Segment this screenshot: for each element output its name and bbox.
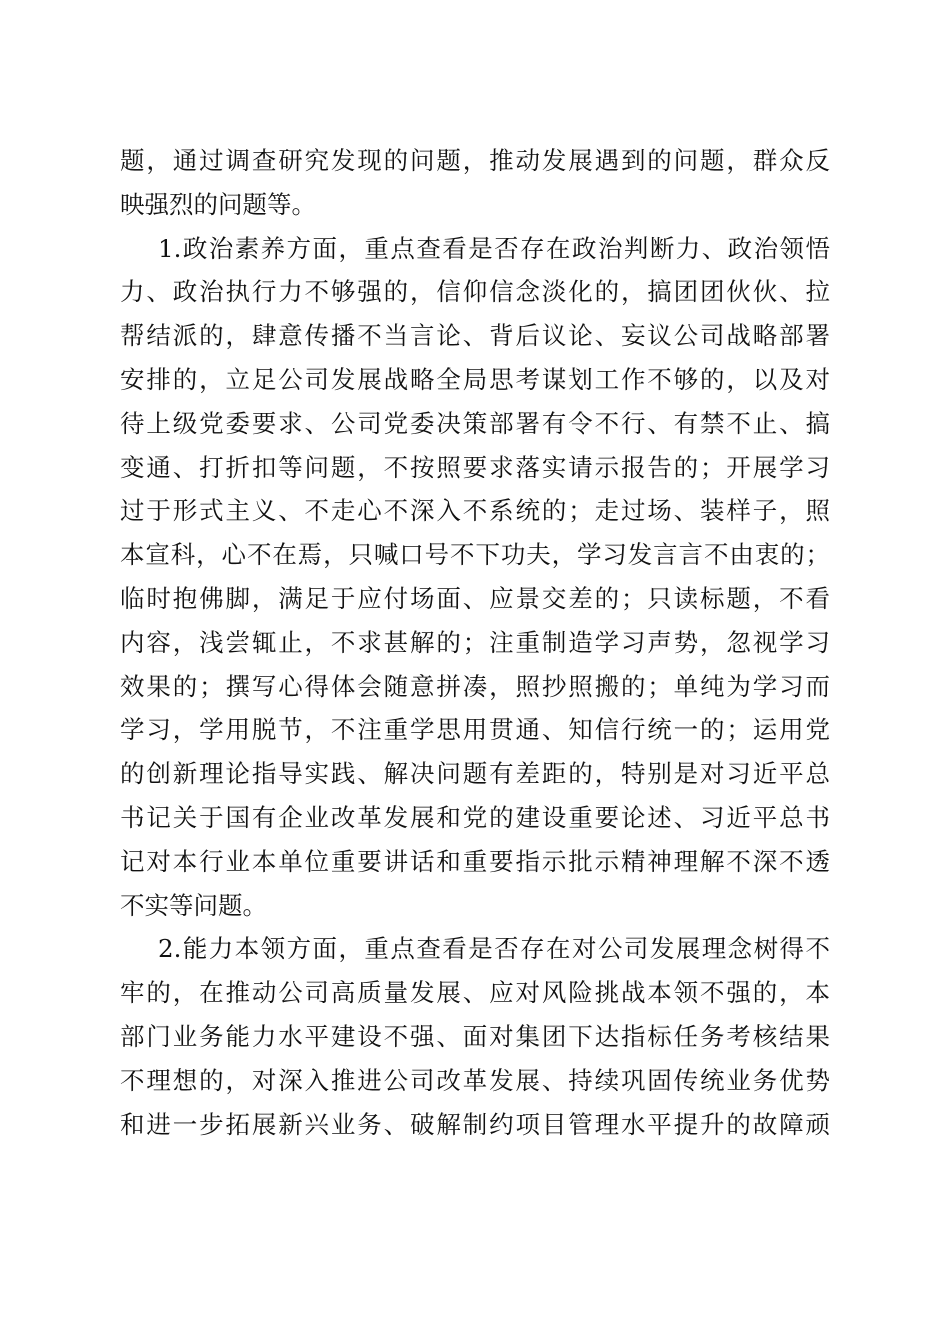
- text-line: 题，通过调查研究发现的问题，推动发展遇到的问题，群众反: [120, 146, 830, 175]
- text-line: 临时抱佛脚，满足于应付场面、应景交差的；只读标题，不看: [120, 583, 830, 613]
- text-line: 部门业务能力水平建设不强、面对集团下达指标任务考核结果: [120, 1021, 830, 1051]
- text-line: 力、政治执行力不够强的，信仰信念淡化的，搞团团伙伙、拉: [120, 277, 830, 307]
- text-line: 帮结派的，肆意传播不当言论、背后议论、妄议公司战略部署: [120, 321, 830, 351]
- document-body: [120, 139, 830, 1146]
- text-line: 内容，浅尝辄止，不求甚解的；注重制造学习声势，忽视学习: [120, 627, 830, 657]
- text-line: 的创新理论指导实践、解决问题有差距的，特别是对习近平总: [120, 759, 830, 789]
- text-line: 学习，学用脱节，不注重学思用贯通、知信行统一的；运用党: [120, 715, 830, 745]
- text-line: 和进一步拓展新兴业务、破解制约项目管理水平提升的故障顽: [120, 1109, 830, 1139]
- text-line: 本宣科，心不在焉，只喊口号不下功夫，学习发言言不由衷的；: [120, 540, 830, 570]
- text-line: 不理想的，对深入推进公司改革发展、持续巩固传统业务优势: [120, 1065, 830, 1095]
- text-line: 不实等问题。: [120, 890, 267, 920]
- text-line: 安排的，立足公司发展战略全局思考谋划工作不够的，以及对: [120, 364, 830, 394]
- text-line: 过于形式主义、不走心不深入不系统的；走过场、装样子，照: [120, 496, 830, 526]
- text-line: 书记关于国有企业改革发展和党的建设重要论述、习近平总书: [120, 802, 830, 832]
- text-line: 映强烈的问题等。: [120, 189, 316, 219]
- text-line: 牢的，在推动公司高质量发展、应对风险挑战本领不强的，本: [120, 978, 830, 1008]
- text-line: 2.能力本领方面，重点查看是否存在对公司发展理念树得不: [158, 934, 830, 964]
- text-line: 变通、打折扣等问题，不按照要求落实请示报告的；开展学习: [120, 452, 830, 482]
- text-line: 1.政治素养方面，重点查看是否存在政治判断力、政治领悟: [158, 233, 830, 263]
- text-line: 记对本行业本单位重要讲话和重要指示批示精神理解不深不透: [120, 846, 830, 876]
- text-line: 效果的；撰写心得体会随意拼凑，照抄照搬的；单纯为学习而: [120, 671, 830, 701]
- text-line: 待上级党委要求、公司党委决策部署有令不行、有禁不止、搞: [120, 408, 830, 438]
